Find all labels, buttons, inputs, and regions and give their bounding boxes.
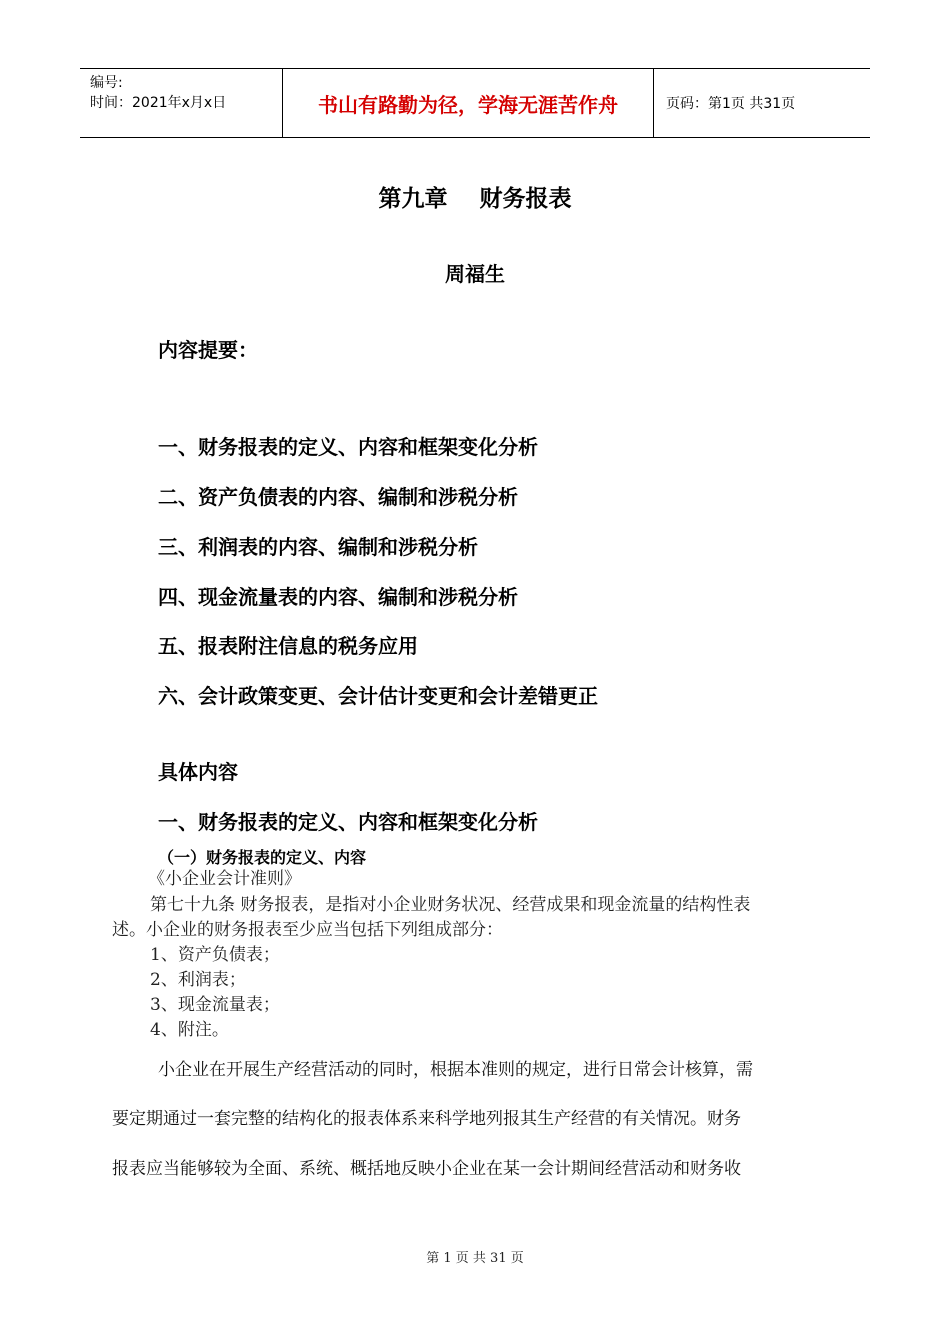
chapter-title: 第九章 财务报表 xyxy=(378,186,572,212)
paragraph-line-1: 小企业在开展生产经营活动的同时，根据本准则的规定，进行日常会计核算，需 xyxy=(158,1060,753,1080)
list-item-4: 4、附注。 xyxy=(150,1020,229,1040)
time-label: 时间：2021年x月x日 xyxy=(90,95,227,111)
header-meta xyxy=(80,69,282,137)
section-1-heading: 一、财务报表的定义、内容和框架变化分析 xyxy=(158,810,538,834)
author-name: 周福生 xyxy=(445,262,505,286)
document-header xyxy=(80,68,870,138)
header-page-info: 页码：第1页 共31页 xyxy=(666,96,796,112)
article-line-1: 第七十九条 财务报表，是指对小企业财务状况、经营成果和现金流量的结构性表 xyxy=(150,895,751,915)
paragraph-line-2: 要定期通过一套完整的结构化的报表体系来科学地列报其生产经营的有关情况。财务 xyxy=(112,1109,741,1129)
summary-heading: 内容提要： xyxy=(158,338,258,362)
regulation-name: 《小企业会计准则》 xyxy=(148,869,301,889)
page-footer: 第 1 页 共 31 页 xyxy=(426,1251,524,1266)
list-item-1: 1、资产负债表； xyxy=(150,945,280,965)
number-label: 编号: xyxy=(90,75,123,91)
paragraph-line-3: 报表应当能够较为全面、系统、概括地反映小企业在某一会计期间经营活动和财务收 xyxy=(112,1159,741,1179)
article-line-2: 述。小企业的财务报表至少应当包括下列组成部分： xyxy=(112,920,503,940)
list-item-2: 2、利润表； xyxy=(150,970,246,990)
toc-item-6: 六、会计政策变更、会计估计变更和会计差错更正 xyxy=(158,684,598,708)
toc-item-2: 二、资产负债表的内容、编制和涉税分析 xyxy=(158,485,518,509)
toc-item-3: 三、利润表的内容、编制和涉税分析 xyxy=(158,535,478,559)
details-heading: 具体内容 xyxy=(158,760,238,784)
subsection-1-heading: （一）财务报表的定义、内容 xyxy=(158,848,367,867)
toc-item-4: 四、现金流量表的内容、编制和涉税分析 xyxy=(158,585,518,609)
header-motto: 书山有路勤为径，学海无涯苦作舟 xyxy=(282,69,654,137)
toc-item-1: 一、财务报表的定义、内容和框架变化分析 xyxy=(158,435,538,459)
toc-item-5: 五、报表附注信息的税务应用 xyxy=(158,634,418,658)
list-item-3: 3、现金流量表； xyxy=(150,995,280,1015)
